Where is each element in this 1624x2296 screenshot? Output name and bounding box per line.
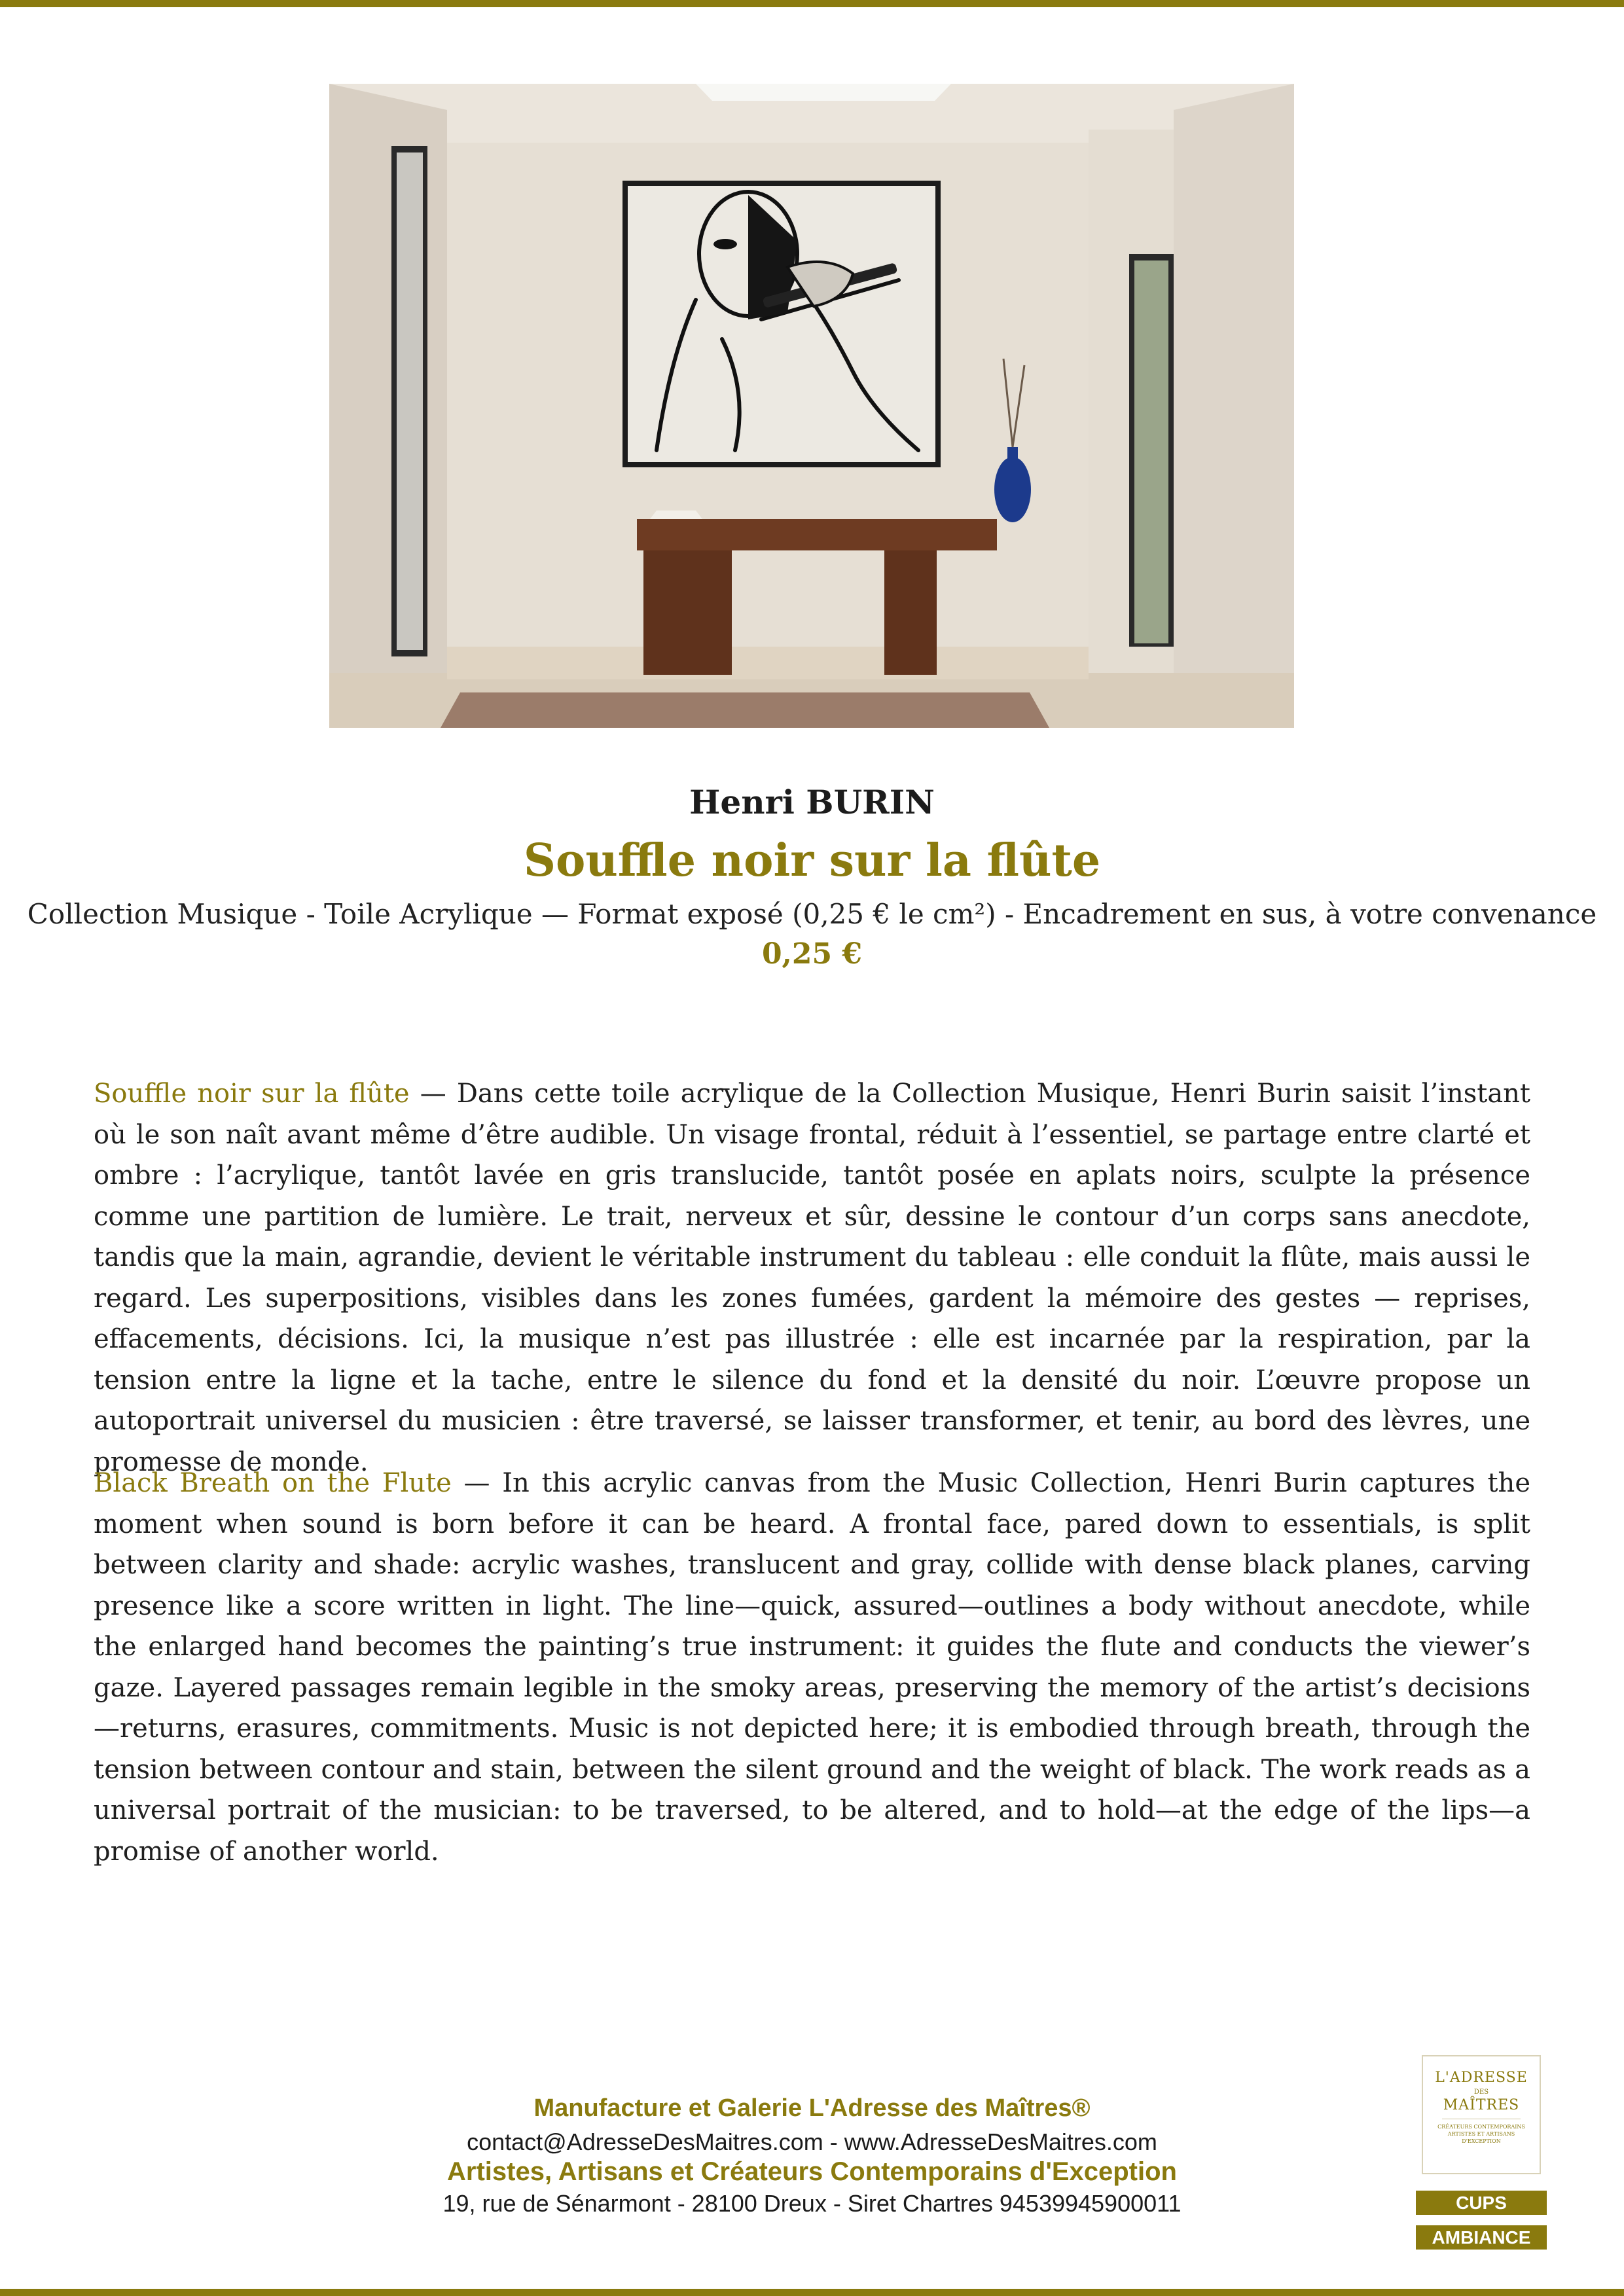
description-english-text: — In this acrylic canvas from the Music Collection, Henri Burin captures the moment when sound is born before it can be heard. A frontal face, pared down to essentials, is split between clarity and shade: acrylic washes, translucent and gray, collide with dense black planes, carving presence like a score written in light. The line—quick, assured—outlines a body without anecdote, while the enlarged hand becomes the painting’s true instrument: it guides the flute and conducts the viewer’s gaze. Layered passages remain legible in the smoky areas, preserving the memory of the artist’s decisions—returns, erasures, commitments. Music is not depicted here; it is embodied through breath, through the tension between contour and stain, between the silent ground and the weight of black. The work reads as a universal portrait of the musician: to be traversed, to be altered, and to hold—at the edge of the lips—a promise of another world. (94, 1468, 1530, 1867)
logo-line-4: CRÉATEURS CONTEMPORAINS ARTISTES ET ARTISANS D'EXCEPTION (1437, 2124, 1525, 2144)
logo-line-2: DES (1473, 2089, 1489, 2096)
description-english (94, 1463, 1530, 1872)
artist-name: Henri BURIN (689, 783, 935, 821)
logo-line-3: MAÎTRES (1443, 2097, 1520, 2113)
footer-contact: contact@AdresseDesMaitres.com - www.AdresseDesMaitres.com (467, 2128, 1157, 2155)
top-border (0, 0, 1624, 7)
description-english-lead: Black Breath on the Flute (94, 1468, 452, 1498)
logo-line-1: L'ADRESSE (1435, 2070, 1528, 2086)
footer-address: 19, rue de Sénarmont - 28100 Dreux - Siret Chartres 94539945900011 (442, 2190, 1182, 2217)
footer-company: Manufacture et Galerie L'Adresse des Maîtres® (533, 2094, 1091, 2122)
footer-tagline: Artistes, Artisans et Créateurs Contemporains d'Exception (447, 2157, 1177, 2186)
tag-cups: CUPS (1416, 2191, 1547, 2215)
artwork-title: Souffle noir sur la flûte (523, 834, 1101, 887)
bottom-border (0, 2289, 1624, 2296)
description-french-text: — Dans cette toile acrylique de la Collection Musique, Henri Burin saisit l’instant où le son naît avant même d’être audible. Un visage frontal, réduit à l’essentiel, se partage entre clarté et ombre : l’acrylique, tantôt lavée en gris translucide, tantôt posée en aplats noirs, sculpte la présence comme une partition de lumière. Le trait, nerveux et sûr, dessine le contour d’un corps sans anecdote, tandis que la main, agrandie, devient le véritable instrument du tableau : elle conduit la flûte, mais aussi le regard. Les superpositions, visibles dans les zones fumées, gardent la mémoire des gestes — reprises, effacements, décisions. Ici, la musique n’est pas illustrée : elle est incarnée par la respiration, par la tension entre la ligne et la tache, entre le silence du fond et la densité du noir. L’œuvre propose un autoportrait universel du musicien : être traversé, se laisser transformer, et tenir, au bord des lèvres, une promesse de monde. (94, 1079, 1530, 1477)
gallery-logo (1422, 2055, 1541, 2174)
artwork-subtitle: Collection Musique - Toile Acrylique — Format exposé (0,25 € le cm²) - Encadrement en sus, à votre convenance (27, 898, 1597, 930)
description-french-lead: Souffle noir sur la flûte (94, 1079, 410, 1109)
artwork-ambiance-photo (329, 84, 1294, 728)
artwork-price: 0,25 € (761, 937, 863, 971)
description-french (94, 1073, 1530, 1482)
tag-ambiance: AMBIANCE (1416, 2225, 1547, 2250)
